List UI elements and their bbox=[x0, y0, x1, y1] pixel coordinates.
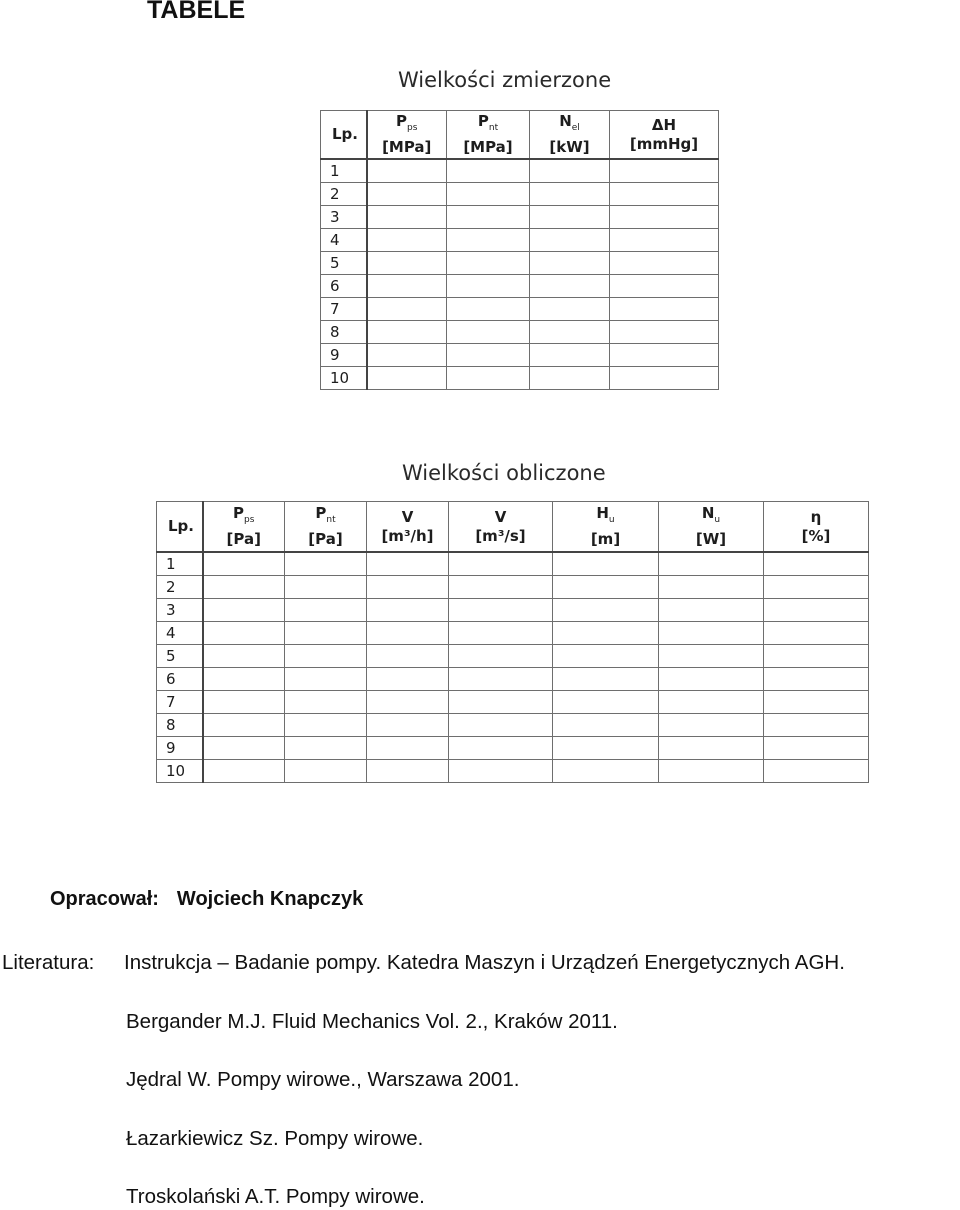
table1-caption: Wielkości zmierzone bbox=[398, 68, 612, 92]
table-row: 4 bbox=[321, 229, 719, 252]
table-row: 10 bbox=[321, 367, 719, 390]
calculated-values-table bbox=[156, 501, 869, 783]
author-line bbox=[50, 888, 363, 911]
table-row: 2 bbox=[157, 576, 869, 599]
table-row: 4 bbox=[157, 622, 869, 645]
table2-header-nu: $N_u$ [W] bbox=[659, 502, 764, 553]
table-row: 1 bbox=[321, 159, 719, 183]
table-row: 5 bbox=[157, 645, 869, 668]
table-row: 8 bbox=[157, 714, 869, 737]
table-row: 9 bbox=[157, 737, 869, 760]
literature-item: Łazarkiewicz Sz. Pompy wirowe. bbox=[126, 1127, 424, 1150]
table-row: 8 bbox=[321, 321, 719, 344]
page-heading: TABELE bbox=[147, 0, 246, 24]
table2-header-v-sec: V [m³/s] bbox=[449, 502, 553, 553]
table-row: 1 bbox=[157, 552, 869, 576]
table1-header-dh: ΔH [mmHg] bbox=[610, 111, 719, 160]
table-row: 6 bbox=[321, 275, 719, 298]
table-row: 6 bbox=[157, 668, 869, 691]
table2-caption: Wielkości obliczone bbox=[402, 461, 606, 485]
literature-item: Troskolański A.T. Pompy wirowe. bbox=[126, 1185, 425, 1208]
table-row: 2 bbox=[321, 183, 719, 206]
table2-header-pps: $P_{ps}$ [Pa] bbox=[203, 502, 285, 553]
table1-header-pnt: $P_{nt}$ [MPa] bbox=[447, 111, 530, 160]
table2-header-lp: Lp. bbox=[157, 502, 203, 553]
table1-header-lp: Lp. bbox=[321, 111, 367, 160]
table1-header-pps: $P_{ps}$ [MPa] bbox=[367, 111, 447, 160]
author-name: Wojciech Knapczyk bbox=[176, 888, 364, 910]
table1-header-row bbox=[321, 111, 719, 160]
literature-label: Literatura: bbox=[2, 951, 95, 974]
table2-header-row bbox=[157, 502, 869, 553]
table-row: 7 bbox=[321, 298, 719, 321]
table-row: 9 bbox=[321, 344, 719, 367]
table2-header-pnt: $P_{nt}$ [Pa] bbox=[285, 502, 367, 553]
literature-item: Instrukcja – Badanie pompy. Katedra Maszyn i Urządzeń Energetycznych AGH. bbox=[124, 951, 845, 974]
table1-header-nel: $N_{el}$ [kW] bbox=[530, 111, 610, 160]
table2-header-eta: η [%] bbox=[764, 502, 869, 553]
table-row: 7 bbox=[157, 691, 869, 714]
table2-header-hu: $H_u$ [m] bbox=[553, 502, 659, 553]
measured-values-table bbox=[320, 110, 719, 390]
table-row: 3 bbox=[157, 599, 869, 622]
table-row: 5 bbox=[321, 252, 719, 275]
literature-item: Jędral W. Pompy wirowe., Warszawa 2001. bbox=[126, 1068, 520, 1091]
table-row: 3 bbox=[321, 206, 719, 229]
table2-header-v-hour: V [m³/h] bbox=[367, 502, 449, 553]
author-label: Opracował: bbox=[50, 888, 159, 910]
table-row: 10 bbox=[157, 760, 869, 783]
literature-item: Bergander M.J. Fluid Mechanics Vol. 2., Kraków 2011. bbox=[126, 1010, 618, 1033]
